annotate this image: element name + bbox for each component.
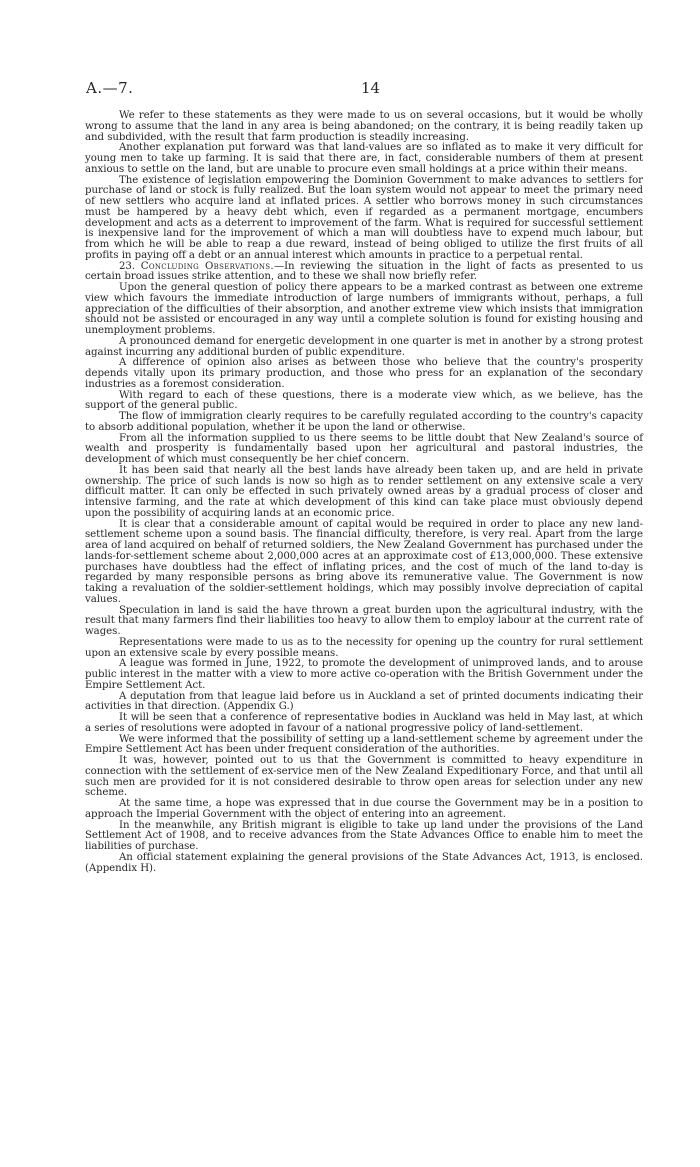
paragraph: A pronounced demand for energetic development in one quarter is met in another by a strong protest against incurring any additional burden of public expenditure. <box>85 335 643 358</box>
heading-dash: — <box>273 260 285 272</box>
paragraph: The flow of immigration clearly requires to be carefully regulated according to the country's capacity to absorb additional population, whether it be upon the land or otherwise. <box>85 411 643 433</box>
body-text <box>85 111 643 874</box>
paragraph: With regard to each of these questions, there is a moderate view which, as we believe, has the support of the general public. <box>85 389 643 412</box>
section-number: 23. <box>119 260 136 272</box>
paragraph: It was, however, pointed out to us that the Government is committed to heavy expenditure in connection with the settlement of ex-service men of the New Zealand Expeditionary Force, and that until all such men are provided for it is not considered desirable to throw open areas for selection under any new scheme. <box>85 755 643 799</box>
paragraph: In the meanwhile, any British migrant is eligible to take up land under the provisions of the Land Settlement Act of 1908, and to receive advances from the State Advances Office to enable him to meet the liabilities of purchase. <box>85 819 643 852</box>
section-heading: Concluding Observations. <box>140 260 274 272</box>
page-header <box>85 79 643 101</box>
paragraph: At the same time, a hope was expressed that in due course the Government may be in a position to approach the Imperial Government with the object of entering into an agreement. <box>85 798 643 820</box>
paragraph: A deputation from that league laid before us in Auckland a set of printed documents indicating their activities in that direction. (Appendix G.) <box>85 690 643 713</box>
paragraph: A league was formed in June, 1922, to promote the development of unimproved lands, and to arouse public interest in the matter with a view to more active co-operation with the British Government under the Empire Settlement Act. <box>85 658 643 691</box>
section-text: In reviewing the situation in the light of facts as presented to us certain broad issues strike attention, and to these we shall now briefly refer. <box>85 260 644 283</box>
paragraph: It has been said that nearly all the best lands have already been taken up, and are held in private ownership. The price of such lands is now so high as to render settlement on any extensive scale a very difficult matter. It can only be effected in such privately owned areas by a gradual process of closer and intensive farming, and the rate at which development of this kind can take place must obviously depend upon the possibility of acquiring lands at an economic price. <box>85 464 643 519</box>
paragraph: We were informed that the possibility of setting up a land-settlement scheme by agreement under the Empire Settlement Act has been under frequent consideration of the authorities. <box>85 733 643 756</box>
paragraph: It will be seen that a conference of representative bodies in Auckland was held in May last, at which a series of resolutions were adopted in favour of a national progressive policy of land-settlement. <box>85 712 643 734</box>
paragraph: A difference of opinion also arises as between those who believe that the country's prosperity depends vitally upon its primary production, and those who press for an explanation of the secondary industries as a foremost consideration. <box>85 357 643 390</box>
paragraph: Representations were made to us as to the necessity for opening up the country for rural settlement upon an extensive scale by every possible means. <box>85 636 643 659</box>
document-reference: A.—7. <box>86 79 134 97</box>
page-number: 14 <box>361 79 381 97</box>
paragraph: We refer to these statements as they were made to us on several occasions, but it would be wholly wrong to assume that the land in any area is being abandoned; on the contrary, it is being readily taken up and subdivided, with the result that farm production is steadily increasing. <box>85 110 643 143</box>
paragraph: The existence of legislation empowering the Dominion Government to make advances to settlers for purchase of land or stock is fully realized. But the loan system would not appear to meet the primary need of new settlers who acquire land at inflated prices. A settler who borrows money in such circumstances must be hampered by a heavy debt which, even if regarded as a permanent mortgage, encumbers development and acts as a deterrent to improvement of the farm. What is required for successful settlement is inexpensive land for the improvement of which a man will doubtless have to expend much labour, but from which he will be able to reap a due reward, instead of being obliged to utilize the first fruits of all profits in paying off a debt or an annual interest which amounts in practice to a perpetual rental. <box>85 174 643 261</box>
paragraph: Speculation in land is said the have thrown a great burden upon the agricultural industry, with the result that many farmers find their liabilities too heavy to allow them to employ labour at the current rate of wages. <box>85 604 643 637</box>
paragraph: It is clear that a considerable amount of capital would be required in order to place any new land-settlement scheme upon a sound basis. The financial difficulty, therefore, is very real. Apart from the large area of land acquired on behalf of returned soldiers, the New Zealand Government has purchased under the lands-for-settlement scheme about 2,000,000 acres at an approximate cost of £13,000,000. These extensive purchases have doubtless had the effect of inflating prices, and the cost of much of the land to-day is regarded by many responsible persons as bring above its remunerative value. The Government is now taking a revaluation of the soldier-settlement holdings, which may possibly involve depreciation of capital values. <box>85 518 643 605</box>
paragraph: An official statement explaining the general provisions of the State Advances Act, 1913, is enclosed. (Appendix H). <box>85 851 643 874</box>
paragraph: From all the information supplied to us there seems to be little doubt that New Zealand's source of wealth and prosperity is fundamentally based upon her agricultural and pastoral industries, the development of which must consequently be her chief concern. <box>85 432 643 465</box>
paragraph: Another explanation put forward was that land-values are so inflated as to make it very difficult for young men to take up farming. It is said that there are, in fact, considerable numbers of them at present anxious to settle on the land, but are unable to procure even small holdings at a price within their means. <box>85 142 643 175</box>
section-23-paragraph <box>85 262 643 284</box>
paragraph: Upon the general question of policy there appears to be a marked contrast as between one extreme view which favours the immediate introduction of large numbers of immigrants without, perhaps, a full appreciation of the difficulties of their absorption, and another extreme view which insists that immigration should not be assisted or encouraged in any way until a complete solution is found for existing housing and unemployment problems. <box>85 282 643 336</box>
